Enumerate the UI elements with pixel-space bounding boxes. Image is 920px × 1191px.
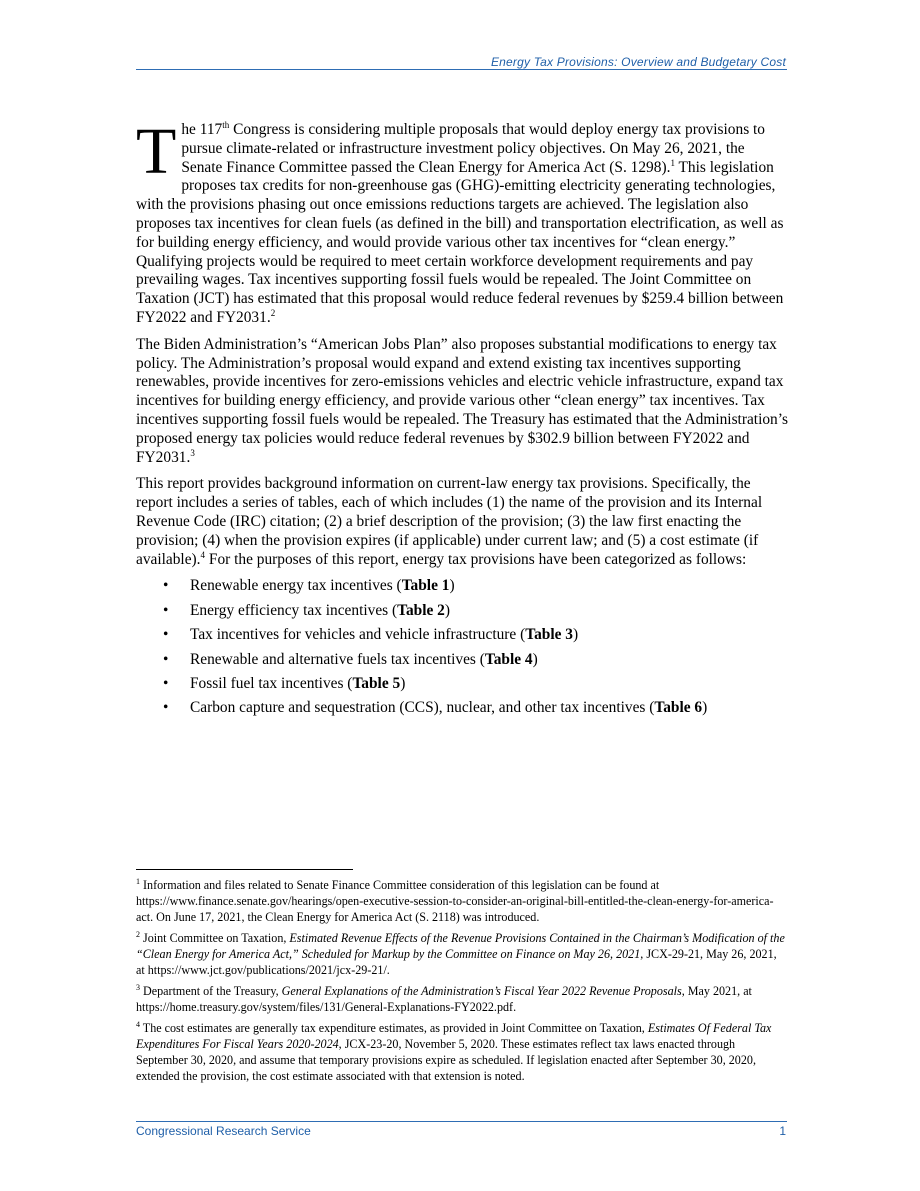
bullet-icon: • [163,601,169,619]
ordinal-superscript: th [222,119,230,130]
table-3-link[interactable]: Table 3 [525,626,573,644]
list-item-close: ) [449,577,455,595]
list-item-text: Renewable energy tax incentives ( [190,577,402,595]
bullet-icon: • [163,626,169,644]
bullet-icon: • [163,699,169,717]
footnote-3 [136,983,788,1015]
footnote-title: Estimated Revenue Effects of the Revenue Provisions Contained in the Chairman’s Modification of the “Clean Energy for America Act,” Scheduled for Markup by the Committee on Finance on May 26, 2021 [136,931,785,961]
footnote-text: Department of the Treasury, [140,984,282,998]
list-item-text: Tax incentives for vehicles and vehicle infrastructure ( [190,626,526,644]
footer-rule [136,1121,787,1122]
footnotes [136,877,788,1089]
bullet-icon: • [163,674,169,692]
table-5-link[interactable]: Table 5 [352,674,401,692]
footnote-ref-2[interactable]: 2 [270,307,276,318]
table-1-link[interactable]: Table 1 [401,577,450,595]
table-4-link[interactable]: Table 4 [484,650,533,668]
category-list [136,577,788,718]
header-rule [136,69,787,70]
footnote-number: 2 [136,929,140,939]
p1-text-a: he 117 [181,121,223,138]
intro-paragraph-2 [136,336,788,468]
table-2-link[interactable]: Table 2 [397,601,445,619]
p1-text-c: This legislation proposes tax credits for non-greenhouse gas (GHG)-emitting electricity generating technologies, with the provisions phasing out once emissions reductions targets are achieved. The legislation also proposes tax incentives for clean fuels (as defined in the bill) and transportation electrification, as well as for building energy efficiency, and would provide various other tax incentives for “clean energy.” Qualifying projects would be required to meet certain workforce development requirements and pay prevailing wages. Tax incentives supporting fossil fuels would be repealed. The Joint Committee on Taxation (JCT) has estimated that this proposal would reduce federal revenues by $259.4 billion between FY2022 and FY2031. [136,158,784,326]
list-item [136,699,788,718]
p3-text-a: This report provides background information on current-law energy tax provisions. Specifically, the report includes a series of tables, each of which includes (1) the name of the provision and its Internal Revenue Code (IRC) citation; (2) a brief description of the provision; (3) the law first enacting the provision; (4) when the provision expires (if applicable) under current law; and (5) a cost estimate (if available). [136,475,763,568]
list-item-close: ) [400,674,406,692]
intro-paragraph-3 [136,475,788,569]
report-body [136,115,788,724]
footer-source: Congressional Research Service [136,1124,311,1138]
footnote-number: 4 [136,1019,140,1029]
p1-text-b: Congress is considering multiple proposals that would deploy energy tax provisions to pursue climate-related or infrastructure investment policy objectives. On May 26, 2021, the Senate Finance Committee passed the Clean Energy for America Act (S. 1298). [181,121,765,176]
list-item-text: Carbon capture and sequestration (CCS), nuclear, and other tax incentives ( [190,699,655,717]
list-item [136,602,788,621]
bullet-icon: • [163,650,169,668]
footnote-title: Estimates Of Federal Tax Expenditures For Fiscal Years 2020-2024 [136,1021,772,1051]
list-item [136,675,788,694]
footnote-number: 3 [136,982,140,992]
list-item [136,626,788,645]
footnote-4 [136,1020,788,1084]
footnote-ref-1[interactable]: 1 [670,157,675,168]
footnote-2 [136,930,788,978]
list-item-text: Energy efficiency tax incentives ( [190,601,398,619]
drop-cap: T [136,115,177,188]
footnote-separator [136,869,353,870]
page-number: 1 [779,1124,786,1138]
footnote-text: , JCX-23-20, November 5, 2020. These estimates reflect tax laws enacted through September 30, 2020, and assume that temporary provisions expire as scheduled. If legislation enacted after September 30, 2020, extended the provision, the cost estimate associated with that extension is noted. [136,1037,756,1083]
footnote-text: Information and files related to Senate Finance Committee consideration of this legislation can be found at https://www.finance.senate.gov/hearings/open-executive-session-to-consider-an-original-bill-entitled-the-clean-energy-for-america-act. On June 17, 2021, the Clean Energy for America Act (S. 2118) was introduced. [136,878,774,924]
footnote-text: , JCX-29-21, May 26, 2021, at https://www.jct.gov/publications/2021/jcx-29-21/. [136,947,777,977]
list-item-close: ) [702,699,708,717]
running-header-title: Energy Tax Provisions: Overview and Budgetary Cost [490,55,786,69]
table-6-link[interactable]: Table 6 [654,699,703,717]
footnote-text: The cost estimates are generally tax expenditure estimates, as provided in Joint Committee on Taxation, [140,1021,648,1035]
list-item [136,577,788,596]
footnote-ref-3[interactable]: 3 [190,447,195,458]
bullet-icon: • [163,577,169,595]
footnote-text: Joint Committee on Taxation, [140,931,290,945]
list-item-close: ) [532,650,538,668]
footnote-1 [136,877,788,925]
footnote-title: General Explanations of the Administration’s Fiscal Year 2022 Revenue Proposals [281,984,682,998]
footnote-text: , May 2021, at https://home.treasury.gov/system/files/131/General-Explanations-FY2022.pdf. [136,984,752,1014]
p3-text-b: For the purposes of this report, energy tax provisions have been categorized as follows: [205,550,747,568]
intro-paragraph-1 [136,115,788,328]
footnote-number: 1 [136,876,140,886]
list-item-close: ) [573,626,579,644]
footnote-ref-4[interactable]: 4 [200,549,206,560]
p2-text: The Biden Administration’s “American Jobs Plan” also proposes substantial modifications to energy tax policy. The Administration’s proposal would expand and extend existing tax incentives supporting renewables, provide incentives for zero-emissions vehicles and electric vehicle infrastructure, expand tax incentives for building energy efficiency, and provide various other “clean energy” tax incentives. Tax incentives supporting fossil fuels would be repealed. The Treasury has estimated that the Administration’s proposed energy tax policies would reduce federal revenues by $302.9 billion between FY2022 and FY2031. [136,335,788,466]
list-item [136,651,788,670]
list-item-text: Fossil fuel tax incentives ( [190,674,353,692]
list-item-close: ) [444,601,451,619]
list-item-text: Renewable and alternative fuels tax incentives ( [190,650,485,668]
